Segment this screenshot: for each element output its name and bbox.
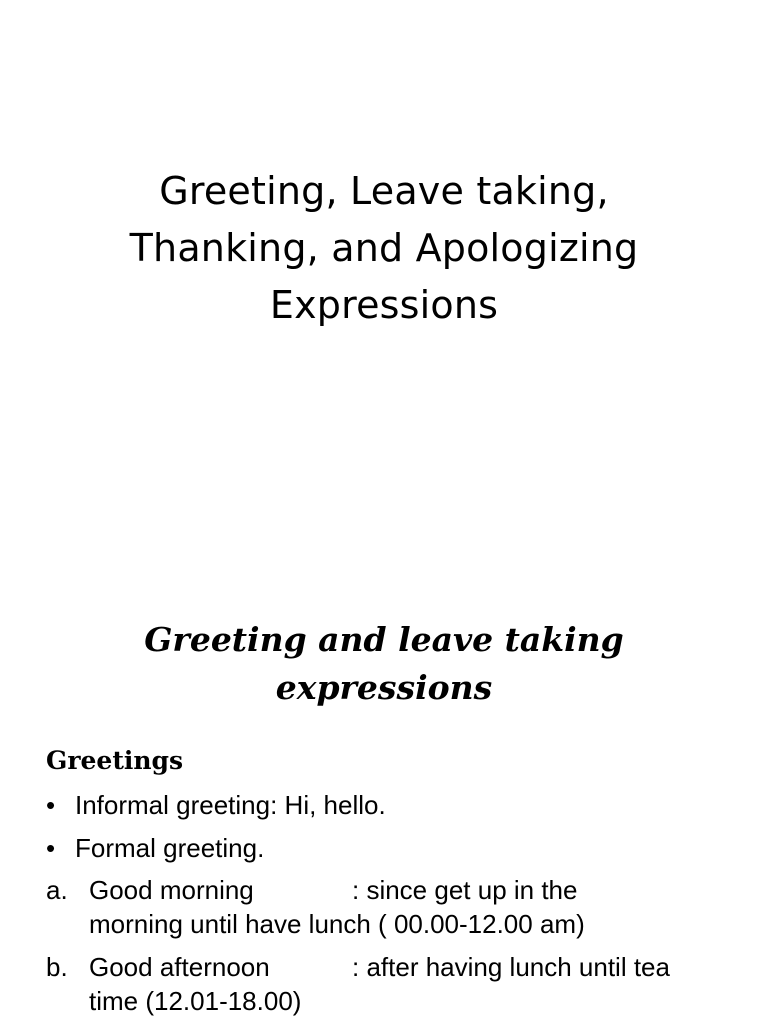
title-line-2: Thanking, and Apologizing — [129, 226, 639, 270]
bullet-text: Formal greeting. — [75, 833, 265, 863]
slide-heading-line-2: expressions — [275, 668, 493, 707]
slide-heading — [40, 616, 728, 712]
enum-letter: a. — [46, 875, 68, 905]
enum-description: : since get up in the — [352, 875, 578, 905]
title-line-3: Expressions — [269, 283, 499, 327]
bullet-text: Informal greeting: Hi, hello. — [75, 790, 386, 820]
enum-letter: b. — [46, 952, 68, 982]
slide-greetings — [0, 576, 768, 1024]
section-heading: Greetings — [46, 746, 184, 775]
bullet-icon: • — [46, 790, 56, 820]
enum-term: Good morning — [89, 875, 254, 905]
enum-description: : after having lunch until tea — [352, 952, 670, 982]
enum-continuation: time (12.01-18.00) — [89, 986, 302, 1016]
enum-term: Good afternoon — [89, 952, 270, 982]
enum-continuation: morning until have lunch ( 00.00-12.00 am) — [89, 909, 585, 939]
slide-heading-line-1: Greeting and leave taking — [144, 620, 624, 659]
title-line-1: Greeting, Leave taking, — [159, 169, 609, 213]
presentation-title — [40, 163, 728, 334]
bullet-icon: • — [46, 833, 56, 863]
